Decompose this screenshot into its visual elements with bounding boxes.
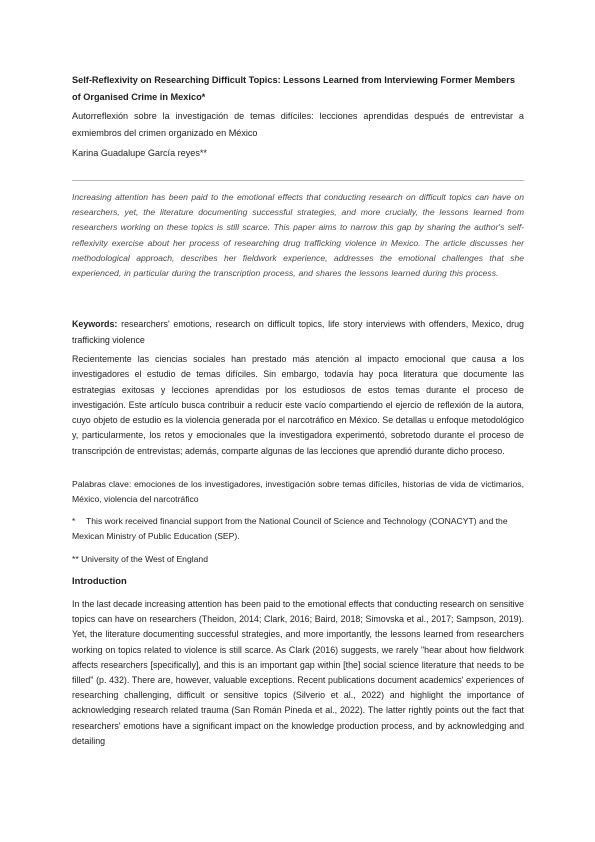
- spanish-title: Autorreflexión sobre la investigación de temas difíciles: lecciones aprendidas después de entrevistar a exmiembros del crimen organizado en México: [72, 111, 524, 138]
- section-divider: [72, 180, 524, 181]
- keywords-label: Keywords:: [72, 319, 118, 329]
- footnote-affiliation: ** University of the West of England: [72, 554, 208, 564]
- footnote-mark: *: [72, 516, 76, 526]
- footnote-funding-text: This work received financial support from the National Council of Science and Technology (CONACYT) and the Mexican Ministry of Public Education (SEP).: [72, 516, 508, 542]
- spanish-keywords: Palabras clave: emociones de los investigadores, investigación sobre temas difíciles, historias de vida de victimarios, México, violencia del narcotráfico: [72, 479, 524, 505]
- keywords: [72, 317, 524, 348]
- section-heading-introduction: Introduction: [72, 575, 127, 586]
- spanish-abstract: Recientemente las ciencias sociales han prestado más atención al impacto emocional que causa a los investigadores el estudio de temas difíciles. Sin embargo, todavía hay poca literatura que documente las estrategias exitosas y lecciones aprendidas por los estudiosos de estos temas durante el proceso de investigación. Este artículo busca contribuir a reducir este vacío compartiendo el ejercio de reflexión de la autora, cuyo objeto de estudio es la violencia generada por el narcotráfico en México. Se detallas u enfoque metodológico y, particularmente, los retos y emocionales que la investigadora experimentó, sobretodo durante el proceso de transcripción de entrevistas; además, comparte algunas de las lecciones que aprendió durante dicho proceso.: [72, 354, 524, 456]
- abstract: Increasing attention has been paid to the emotional effects that conducting research on difficult topics can have on researchers, yet, the literature documenting successful strategies, and more crucially, the lessons learned from researchers working on these topics is still scarce. This paper aims to narrow this gap by sharing the author's self-reflexivity exercise about her process of researching drug trafficking violence in Mexico. The article discusses her methodological approach, describes her fieldwork experience, addresses the emotional challenges that she experienced, in particular during the transcription process, and shares the lessons learned during this process.: [72, 192, 524, 279]
- introduction-paragraph: In the last decade increasing attention has been paid to the emotional effects that conducting research on sensitive topics can have on researchers (Theidon, 2014; Clark, 2016; Baird, 2018; Simovska et al., 2017; Sampson, 2019). Yet, the literature documenting successful strategies, and more importantly, the lessons learned from researchers working on topics related to violence is still scarce. As Clark (2016) suggests, we rarely "hear about how fieldwork affects researchers [specifically], and this is an important gap within [the] social science literature that needs to be filled" (p. 432). There are, however, valuable exceptions. Recent publications document academics' experiences of researching challenging, difficult or sensitive topics (Silverio et al., 2022) and highlight the importance of acknowledging research related trauma (San Román Pineda et al., 2022). The latter rightly points out the fact that researchers' emotions have a significant impact on the knowledge production process, and by acknowledging and detailing: [72, 599, 524, 746]
- footnote-funding: [72, 514, 524, 544]
- keywords-text: researchers' emotions, research on difficult topics, life story interviews with offenders, Mexico, drug trafficking violence: [72, 319, 524, 345]
- paper-title: Self-Reflexivity on Researching Difficult Topics: Lessons Learned from Interviewing Former Members of Organised Crime in Mexico*: [72, 75, 515, 102]
- author-name: Karina Guadalupe García reyes**: [72, 148, 207, 158]
